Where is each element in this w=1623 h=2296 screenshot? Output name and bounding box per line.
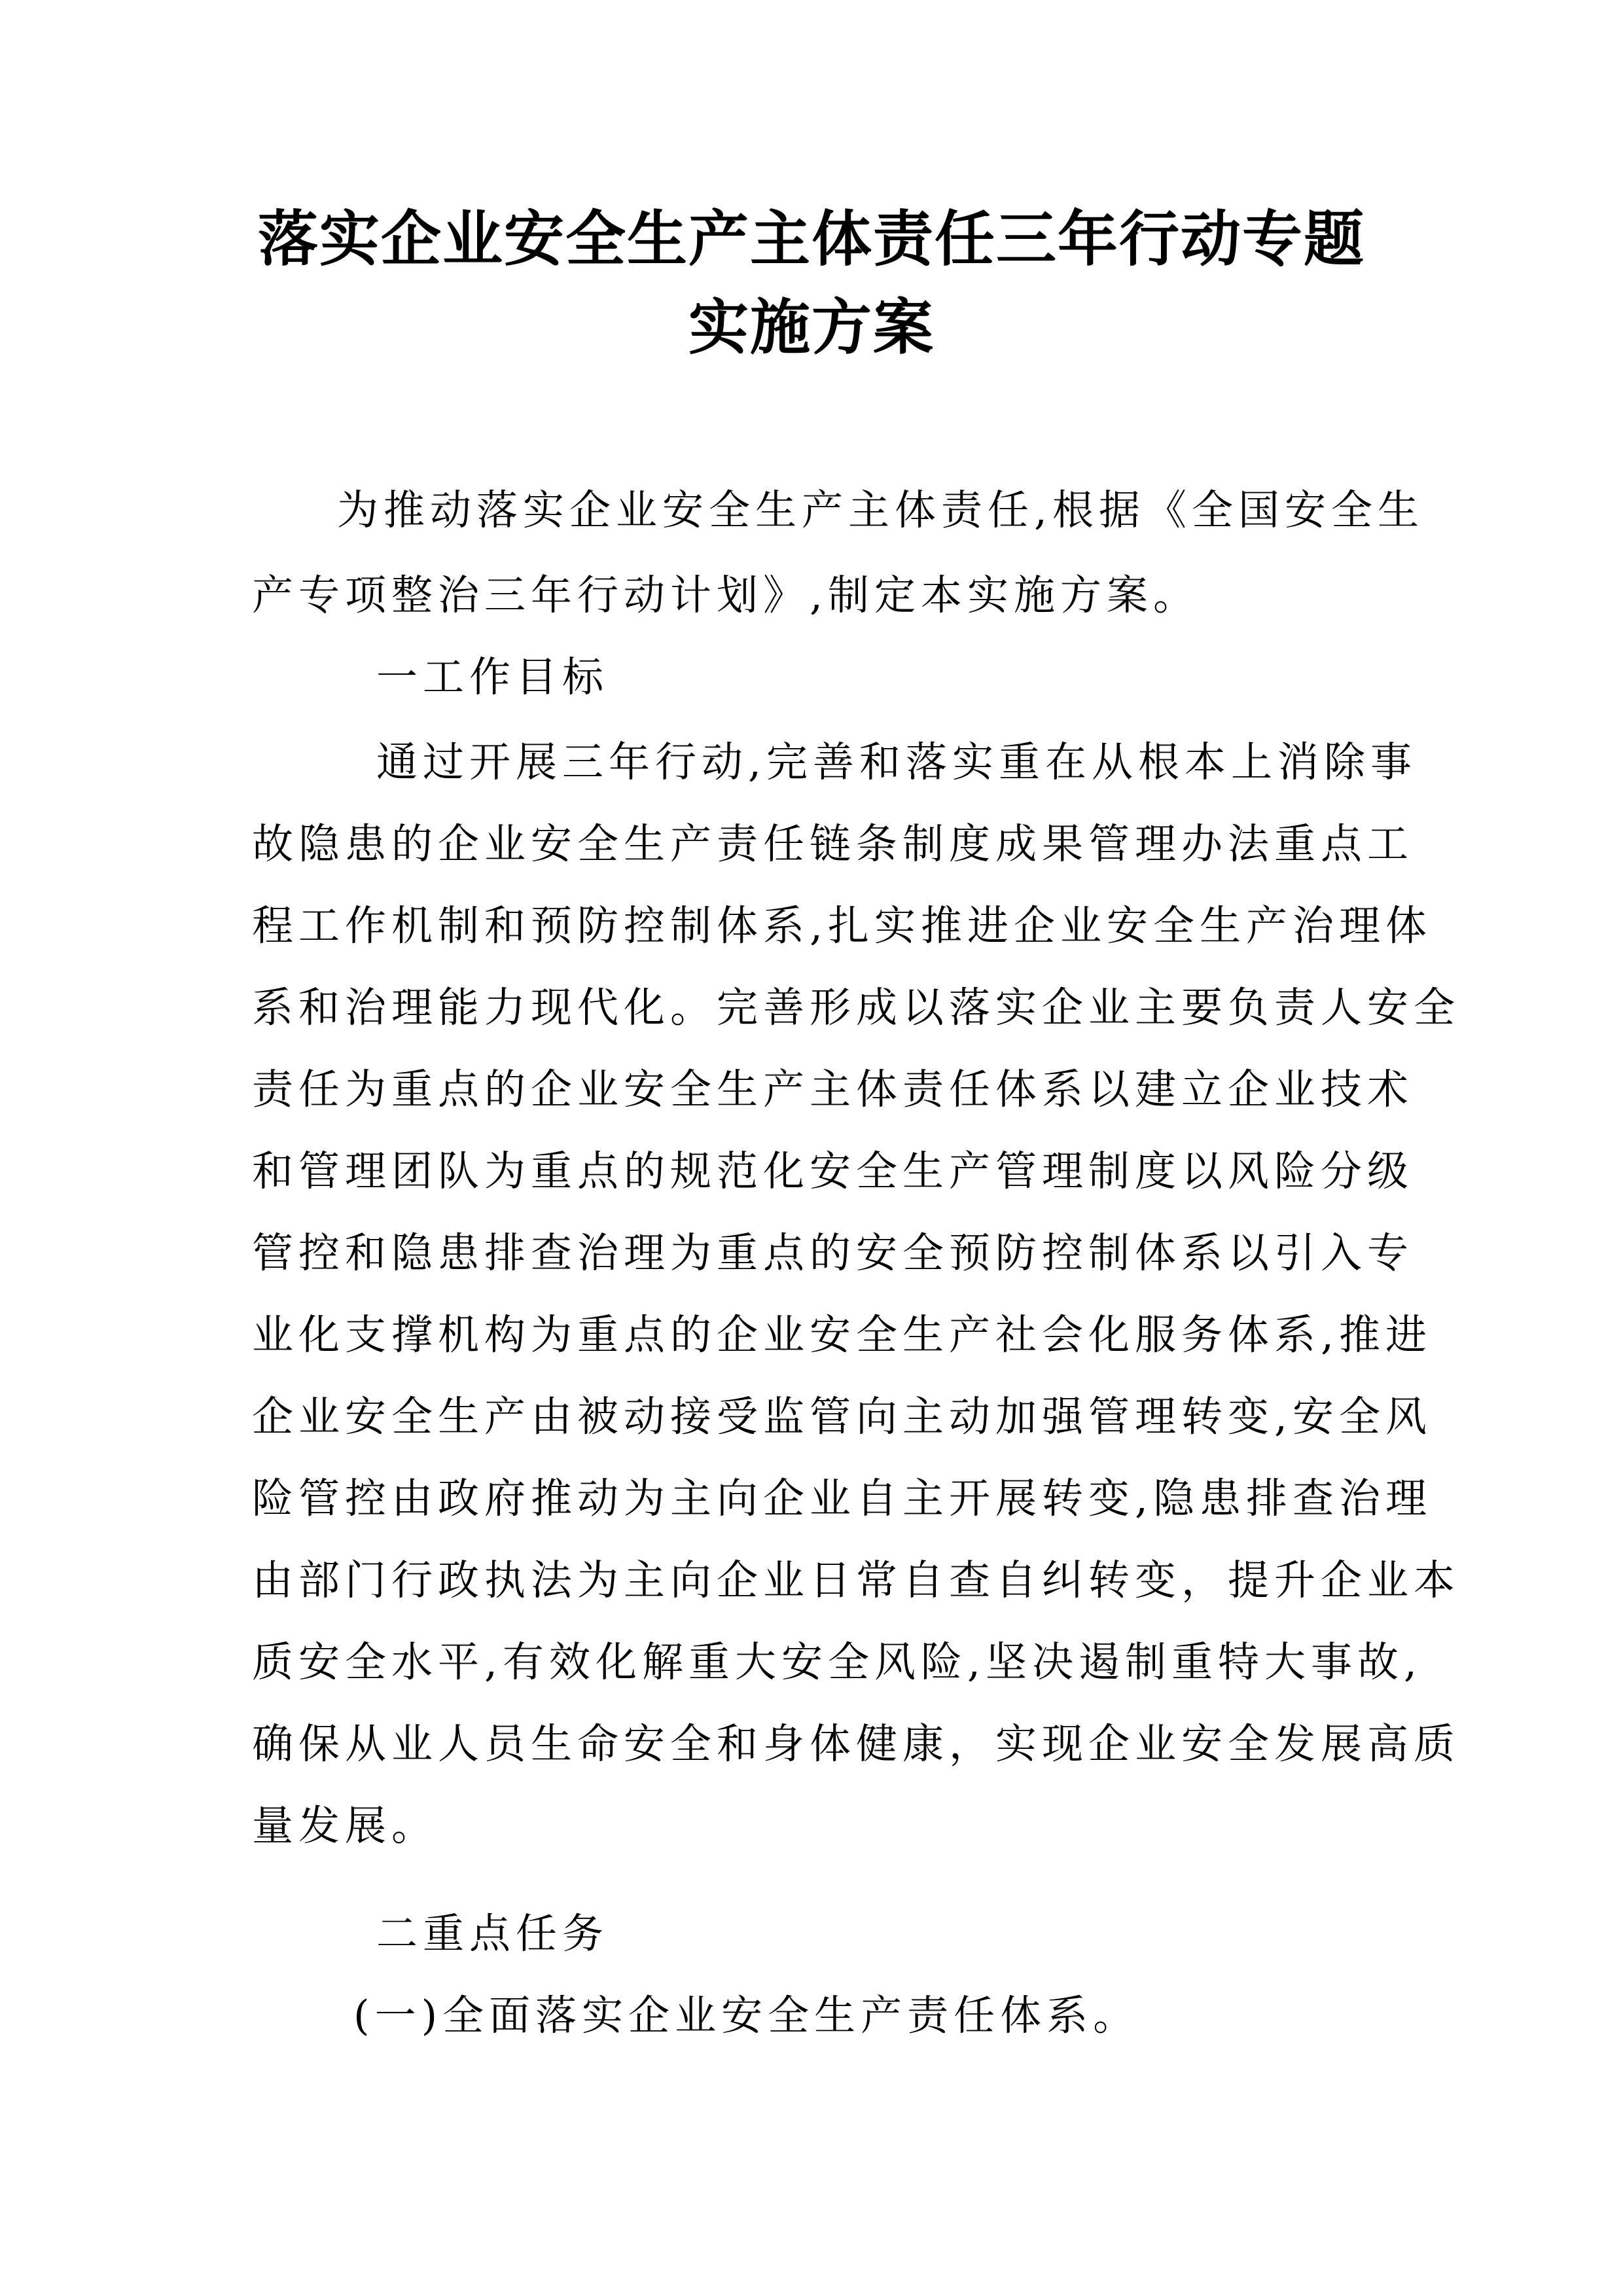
section1-paragraph-line: 和管理团队为重点的规范化安全生产管理制度以风险分级 <box>252 1147 1414 1195</box>
section1-paragraph-line: 责任为重点的企业安全生产主体责任体系以建立企业技术 <box>252 1066 1414 1113</box>
document-title-line-1: 落实企业安全生产主体责任三年行动专题 <box>257 204 1365 274</box>
intro-paragraph-line-1: 为推动落实企业安全生产主体责任,根据《全国安全生 <box>337 486 1425 534</box>
section1-paragraph-line: 管控和隐患排查治理为重点的安全预防控制体系以引入专 <box>252 1229 1414 1277</box>
section1-paragraph-line: 险管控由政府推动为主向企业自主开展转变,隐患排查治理 <box>252 1475 1433 1522</box>
section1-paragraph-line: 程工作机制和预防控制体系,扎实推进企业安全生产治理体 <box>252 902 1433 950</box>
section1-paragraph-line: 由部门行政执法为主向企业日常自查自纠转变，提升企业本 <box>252 1556 1460 1604</box>
section-heading-work-goals: 一工作目标 <box>376 653 609 701</box>
section1-paragraph-line: 量发展。 <box>252 1802 438 1850</box>
section1-paragraph-line: 系和治理能力现代化。完善形成以落实企业主要负责人安全 <box>252 984 1460 1031</box>
section1-paragraph-line: 故隐患的企业安全生产责任链条制度成果管理办法重点工 <box>252 820 1414 868</box>
section-heading-key-tasks: 二重点任务 <box>376 1910 609 1958</box>
intro-paragraph-line-2: 产专项整治三年行动计划》,制定本实施方案。 <box>252 571 1200 619</box>
section1-paragraph-line: 企业安全生产由被动接受监管向主动加强管理转变,安全风 <box>252 1393 1433 1441</box>
section1-paragraph-line: 质安全水平,有效化解重大安全风险,坚决遏制重特大事故, <box>252 1638 1423 1686</box>
section1-paragraph-line: 通过开展三年行动,完善和落实重在从根本上消除事 <box>376 738 1418 786</box>
subsection-heading-1: (一)全面落实企业安全生产责任体系。 <box>353 1992 1140 2039</box>
document-title-line-2: 实施方案 <box>688 292 935 363</box>
section1-paragraph-line: 确保从业人员生命安全和身体健康，实现企业安全发展高质 <box>252 1720 1460 1768</box>
section1-paragraph-line: 业化支撑机构为重点的企业安全生产社会化服务体系,推进 <box>252 1311 1433 1359</box>
